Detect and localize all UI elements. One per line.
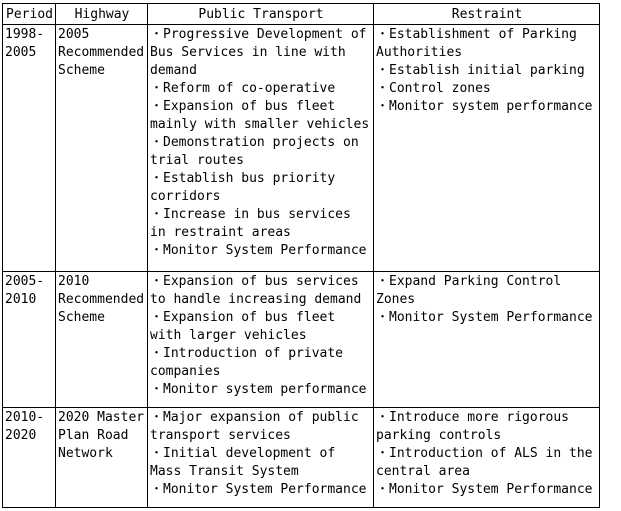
period-cell: 2005-2010 — [3, 272, 56, 408]
restraint-item: ・Expand Parking Control Zones — [376, 274, 562, 307]
highway-cell: 2005 Recommended Scheme — [56, 25, 148, 272]
header-row — [3, 4, 600, 25]
public-transport-item: ・Introduction of private companies — [150, 346, 344, 379]
restraint-item: ・Control zones — [376, 81, 491, 96]
restraint-item: ・Establishment of Parking Authorities — [376, 27, 577, 60]
transport-plan-table — [2, 3, 600, 508]
highway-cell: 2010 Recommended Scheme — [56, 272, 148, 408]
public-transport-item: ・Expansion of bus fleet mainly with smaller vehicles — [150, 99, 370, 132]
public-transport-cell — [148, 408, 374, 508]
restraint-cell — [374, 25, 600, 272]
header-period: Period — [3, 4, 56, 25]
table-row — [3, 408, 600, 508]
public-transport-item: ・Expansion of bus fleet with larger vehicles — [150, 310, 336, 343]
public-transport-item: ・Monitor system performance — [150, 382, 367, 397]
public-transport-item: ・Monitor System Performance — [150, 482, 367, 497]
restraint-item: ・Monitor System Performance — [376, 482, 593, 497]
public-transport-item: ・Monitor System Performance — [150, 243, 367, 258]
public-transport-item: ・Progressive Development of Bus Services in line with demand — [150, 27, 367, 78]
public-transport-cell — [148, 25, 374, 272]
public-transport-item: ・Establish bus priority corridors — [150, 171, 336, 204]
restraint-item: ・Introduction of ALS in the central area — [376, 446, 593, 479]
public-transport-item: ・Major expansion of public transport services — [150, 410, 359, 443]
period-cell: 2010-2020 — [3, 408, 56, 508]
public-transport-item: ・Expansion of bus services to handle increasing demand — [150, 274, 362, 307]
restraint-item: ・Monitor system performance — [376, 99, 593, 114]
restraint-item: ・Monitor System Performance — [376, 310, 593, 325]
restraint-cell — [374, 272, 600, 408]
header-highway: Highway — [56, 4, 148, 25]
period-cell: 1998-2005 — [3, 25, 56, 272]
header-restraint: Restraint — [374, 4, 600, 25]
public-transport-item: ・Demonstration projects on trial routes — [150, 135, 359, 168]
restraint-item: ・Introduce more rigorous parking controls — [376, 410, 570, 443]
public-transport-item: ・Initial development of Mass Transit System — [150, 446, 336, 479]
table-row — [3, 272, 600, 408]
table-row — [3, 25, 600, 272]
public-transport-cell — [148, 272, 374, 408]
header-public-transport: Public Transport — [148, 4, 374, 25]
public-transport-item: ・Increase in bus services in restraint areas — [150, 207, 351, 240]
public-transport-item: ・Reform of co-operative — [150, 81, 336, 96]
highway-cell: 2020 Master Plan Road Network — [56, 408, 148, 508]
restraint-item: ・Establish initial parking — [376, 63, 585, 78]
restraint-cell — [374, 408, 600, 508]
